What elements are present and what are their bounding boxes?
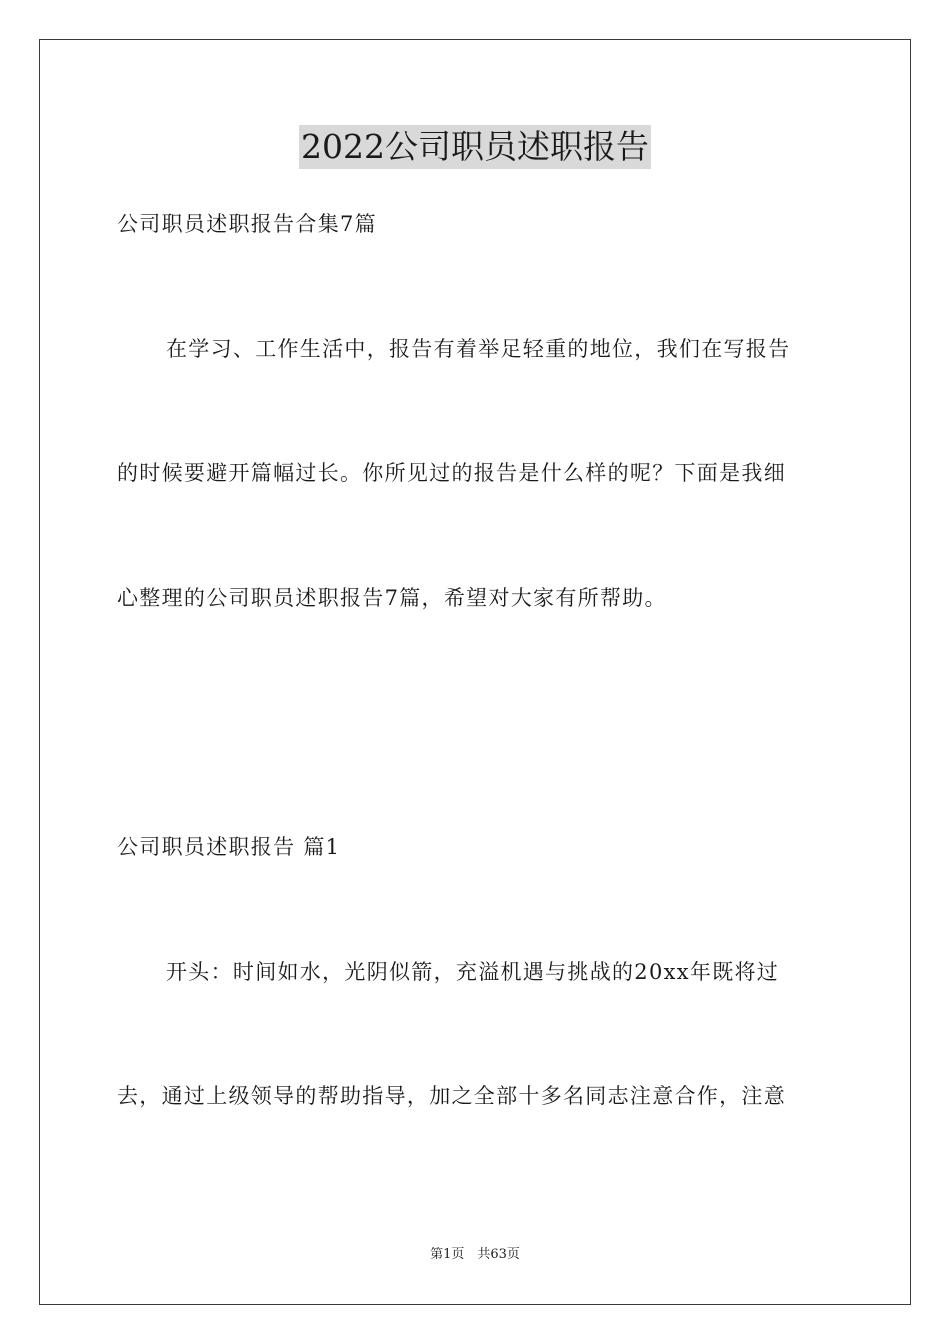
intro-line-2: 的时候要避开篇幅过长。你所见过的报告是什么样的呢？下面是我细 [117, 461, 786, 485]
section-heading: 公司职员述职报告 篇1 [117, 835, 341, 859]
body-line-2: 去，通过上级领导的帮助指导，加之全部十多名同志注意合作，注意 [117, 1084, 786, 1108]
document-subtitle: 公司职员述职报告合集7篇 [117, 212, 377, 236]
intro-line-3: 心整理的公司职员述职报告7篇，希望对大家有所帮助。 [117, 586, 667, 610]
title-container [0, 125, 950, 169]
page-footer: 第1页 共63页 [430, 1247, 520, 1262]
body-line-1: 开头：时间如水，光阴似箭，充溢机遇与挑战的20xx年既将过 [166, 960, 780, 984]
intro-line-1: 在学习、工作生活中，报告有着举足轻重的地位，我们在写报告 [166, 337, 791, 361]
document-title: 2022公司职员述职报告 [299, 125, 651, 169]
